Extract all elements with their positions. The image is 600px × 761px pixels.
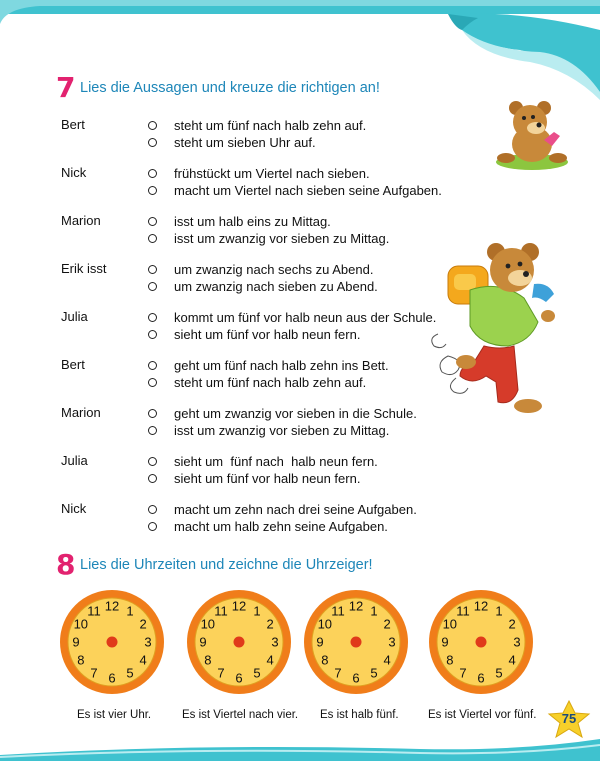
clock-number: 4: [383, 652, 391, 668]
exercise-instruction: Lies die Aussagen und kreuze die richtigen an!: [80, 80, 380, 96]
checkbox-circle[interactable]: [148, 234, 157, 243]
statement-text: isst um zwanzig vor sieben zu Mittag.: [174, 423, 390, 438]
clock-number: 8: [321, 652, 329, 668]
checkbox-circle[interactable]: [148, 282, 157, 291]
clock-number: 4: [508, 652, 516, 668]
statement-text: um zwanzig nach sieben zu Abend.: [174, 279, 378, 294]
checkbox-circle[interactable]: [148, 457, 157, 466]
clock-number: 11: [214, 603, 228, 619]
statement-text: sieht um fünf vor halb neun fern.: [174, 471, 361, 486]
clock-number: 5: [126, 665, 134, 681]
clock-number: 5: [495, 665, 503, 681]
checkbox-circle[interactable]: [148, 522, 157, 531]
clock-number: 2: [383, 616, 391, 632]
checkbox-circle[interactable]: [148, 330, 157, 339]
clock-number: 9: [72, 634, 80, 650]
statement-option[interactable]: [148, 117, 366, 134]
clock-caption: Es ist halb fünf.: [320, 709, 399, 721]
clock-number: 1: [253, 603, 261, 619]
clock-center-dot: [351, 637, 362, 648]
clock-number: 9: [441, 634, 449, 650]
clock-center-dot: [476, 637, 487, 648]
page-number-badge: [544, 699, 594, 739]
statement-option[interactable]: [148, 453, 378, 470]
clock-number: 7: [90, 665, 98, 681]
clock-number: 7: [217, 665, 225, 681]
statement-option[interactable]: [148, 422, 389, 439]
clock-number: 3: [271, 634, 279, 650]
clock-number: 3: [144, 634, 152, 650]
clock-number: 8: [446, 652, 454, 668]
clock-number: 10: [73, 616, 89, 632]
statement-text: geht um zwanzig vor sieben in die Schule.: [174, 406, 417, 421]
clock-number: 10: [442, 616, 458, 632]
clock-number: 12: [348, 598, 364, 614]
clock-number: 6: [108, 670, 116, 686]
person-name: Julia: [61, 453, 88, 468]
sitting-bear-illustration: [492, 96, 570, 172]
clock-center-dot: [234, 637, 245, 648]
statement-option[interactable]: [148, 261, 373, 278]
clock-face-3[interactable]: [302, 588, 410, 696]
clock-number: 2: [508, 616, 516, 632]
statement-option[interactable]: [148, 165, 370, 182]
clock-caption: Es ist Viertel vor fünf.: [428, 709, 537, 721]
clock-number: 4: [139, 652, 147, 668]
statement-option[interactable]: [148, 470, 360, 487]
statement-text: um zwanzig nach sechs zu Abend.: [174, 262, 374, 277]
statement-option[interactable]: [148, 518, 388, 535]
statement-text: frühstückt um Viertel nach sieben.: [174, 166, 370, 181]
exercise-8-title: [56, 548, 373, 581]
bottom-wave-decoration: [0, 735, 600, 761]
clock-number: 6: [352, 670, 360, 686]
statement-option[interactable]: [148, 374, 366, 391]
exercise-number: 7: [56, 71, 76, 104]
clock-number: 7: [334, 665, 342, 681]
statement-text: steht um fünf nach halb zehn auf.: [174, 118, 367, 133]
exercise-instruction: Lies die Uhrzeiten und zeichne die Uhrzeiger!: [80, 557, 373, 573]
statement-option[interactable]: [148, 134, 316, 151]
clock-number: 2: [266, 616, 274, 632]
statement-text: macht um halb zehn seine Aufgaben.: [174, 519, 388, 534]
clock-number: 1: [495, 603, 503, 619]
statement-text: kommt um fünf vor halb neun aus der Schule.: [174, 310, 437, 325]
checkbox-circle[interactable]: [148, 409, 157, 418]
clock-number: 9: [316, 634, 324, 650]
clock-caption: Es ist vier Uhr.: [77, 709, 152, 721]
statement-option[interactable]: [148, 182, 442, 199]
person-name: Marion: [61, 405, 101, 420]
clock-number: 9: [199, 634, 207, 650]
checkbox-circle[interactable]: [148, 474, 157, 483]
clock-number: 10: [200, 616, 216, 632]
statement-text: isst um zwanzig vor sieben zu Mittag.: [174, 231, 390, 246]
person-name: Erik isst: [61, 261, 107, 276]
clock-number: 2: [139, 616, 147, 632]
checkbox-circle[interactable]: [148, 186, 157, 195]
clock-number: 11: [331, 603, 345, 619]
statement-option[interactable]: [148, 230, 389, 247]
clock-caption: Es ist Viertel nach vier.: [182, 709, 299, 721]
checkbox-circle[interactable]: [148, 265, 157, 274]
clock-number: 12: [473, 598, 489, 614]
exercise-7-title: [56, 71, 380, 104]
clock-number: 6: [235, 670, 243, 686]
clock-number: 5: [253, 665, 261, 681]
person-name: Julia: [61, 309, 88, 324]
statement-text: macht um Viertel nach sieben seine Aufgaben.: [174, 183, 442, 198]
statement-text: steht um sieben Uhr auf.: [174, 135, 316, 150]
clock-number: 6: [477, 670, 485, 686]
clock-face-1[interactable]: [58, 588, 166, 696]
person-name: Marion: [61, 213, 101, 228]
statement-option[interactable]: [148, 326, 360, 343]
checkbox-circle[interactable]: [148, 121, 157, 130]
clock-number: 12: [104, 598, 120, 614]
checkbox-circle[interactable]: [148, 313, 157, 322]
statement-text: sieht um fünf nach halb neun fern.: [174, 454, 378, 469]
clock-number: 4: [266, 652, 274, 668]
statement-option[interactable]: [148, 278, 378, 295]
clock-face-2[interactable]: [185, 588, 293, 696]
statement-text: isst um halb eins zu Mittag.: [174, 214, 331, 229]
clock-number: 11: [456, 603, 470, 619]
statement-option[interactable]: [148, 213, 331, 230]
clock-number: 8: [77, 652, 85, 668]
person-name: Nick: [61, 501, 87, 516]
page-number: 75: [561, 711, 577, 726]
exercise-number: 8: [56, 548, 76, 581]
clock-number: 10: [317, 616, 333, 632]
statement-text: sieht um fünf vor halb neun fern.: [174, 327, 361, 342]
clock-number: 8: [204, 652, 212, 668]
checkbox-circle[interactable]: [148, 169, 157, 178]
clock-number: 1: [126, 603, 134, 619]
clock-face-4[interactable]: [427, 588, 535, 696]
checkbox-circle[interactable]: [148, 138, 157, 147]
person-name: Bert: [61, 357, 85, 372]
clock-number: 3: [513, 634, 521, 650]
person-name: Bert: [61, 117, 85, 132]
checkbox-circle[interactable]: [148, 505, 157, 514]
statement-text: geht um fünf nach halb zehn ins Bett.: [174, 358, 389, 373]
clock-number: 5: [370, 665, 378, 681]
statement-option[interactable]: [148, 405, 417, 422]
walking-bear-illustration: [430, 238, 575, 418]
checkbox-circle[interactable]: [148, 361, 157, 370]
clock-center-dot: [107, 637, 118, 648]
clock-number: 11: [87, 603, 101, 619]
checkbox-circle[interactable]: [148, 217, 157, 226]
checkbox-circle[interactable]: [148, 378, 157, 387]
clock-number: 12: [231, 598, 247, 614]
checkbox-circle[interactable]: [148, 426, 157, 435]
clock-number: 1: [370, 603, 378, 619]
person-name: Nick: [61, 165, 87, 180]
statement-option[interactable]: [148, 501, 417, 518]
statement-text: steht um fünf nach halb zehn auf.: [174, 375, 367, 390]
statement-option[interactable]: [148, 309, 436, 326]
clock-number: 7: [459, 665, 467, 681]
clock-number: 3: [388, 634, 396, 650]
statement-text: macht um zehn nach drei seine Aufgaben.: [174, 502, 417, 517]
statement-option[interactable]: [148, 357, 389, 374]
